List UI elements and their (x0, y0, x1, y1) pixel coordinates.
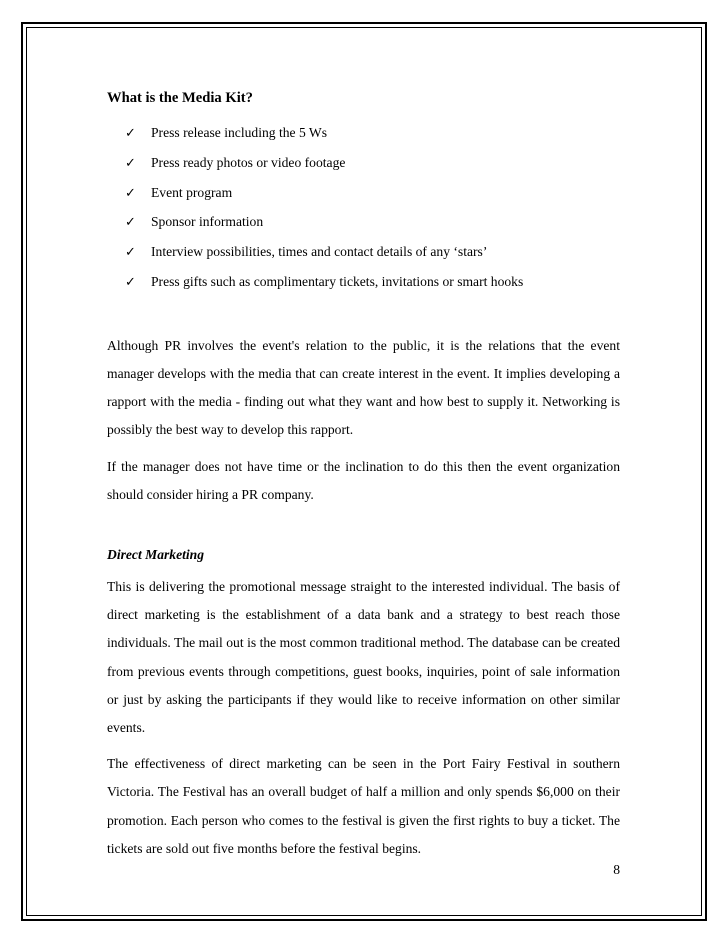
pr-paragraph-1: Although PR involves the event's relation to the public, it is the relations that the event manager develops with the media that can create interest in the event. It implies developing a rapport with the media - finding out what they want and how best to supply it. Networking is possibly the best way to develop this rapport. (107, 337, 620, 438)
checkmark-icon: ✓ (125, 126, 136, 141)
list-item-text: Event program (151, 184, 233, 200)
list-item-text: Press ready photos or video footage (151, 154, 346, 170)
list-item (125, 268, 620, 298)
list-item (125, 179, 620, 209)
checkmark-icon: ✓ (125, 274, 136, 290)
direct-marketing-paragraph-2: The effectiveness of direct marketing can be seen in the Port Fairy Festival in southern Victoria. The Festival has an overall budget of half a million and only spends $6,000 on their promotion. Each person who comes to the festival is given the first rights to buy a ticket. The tickets are sold out five months before the festival begins. (107, 756, 620, 856)
list-item-text: Sponsor information (151, 214, 264, 230)
media-kit-checklist (107, 119, 620, 298)
list-item (125, 149, 620, 179)
checkmark-icon: ✓ (125, 245, 136, 261)
media-kit-heading: What is the Media Kit? (107, 90, 253, 106)
checkmark-icon: ✓ (125, 155, 136, 171)
list-item (125, 208, 620, 238)
pr-paragraph-2: If the manager does not have time or the inclination to do this then the event organization should consider hiring a PR company. (107, 458, 620, 502)
list-item-text: Press gifts such as complimentary tickets, invitations or smart hooks (151, 273, 524, 289)
list-item (125, 119, 620, 149)
checkmark-icon: ✓ (125, 215, 136, 231)
direct-marketing-heading: Direct Marketing (107, 547, 205, 562)
direct-marketing-paragraph-1: This is delivering the promotional message straight to the interested individual. The basis of direct marketing is the establishment of a data bank and a strategy to best reach those individuals. The mail out is the most common traditional method. The database can be created from previous events through competitions, guest books, inquiries, point of sale information or just by asking the participants if they would like to receive information on other similar events. (107, 579, 620, 736)
page-content (107, 82, 620, 863)
list-item (125, 238, 620, 268)
list-item-text: Press release including the 5 Ws (151, 125, 328, 140)
checkmark-icon: ✓ (125, 185, 136, 201)
page-number: 8 (613, 862, 620, 877)
list-item-text: Interview possibilities, times and contact details of any ‘stars’ (151, 244, 488, 260)
